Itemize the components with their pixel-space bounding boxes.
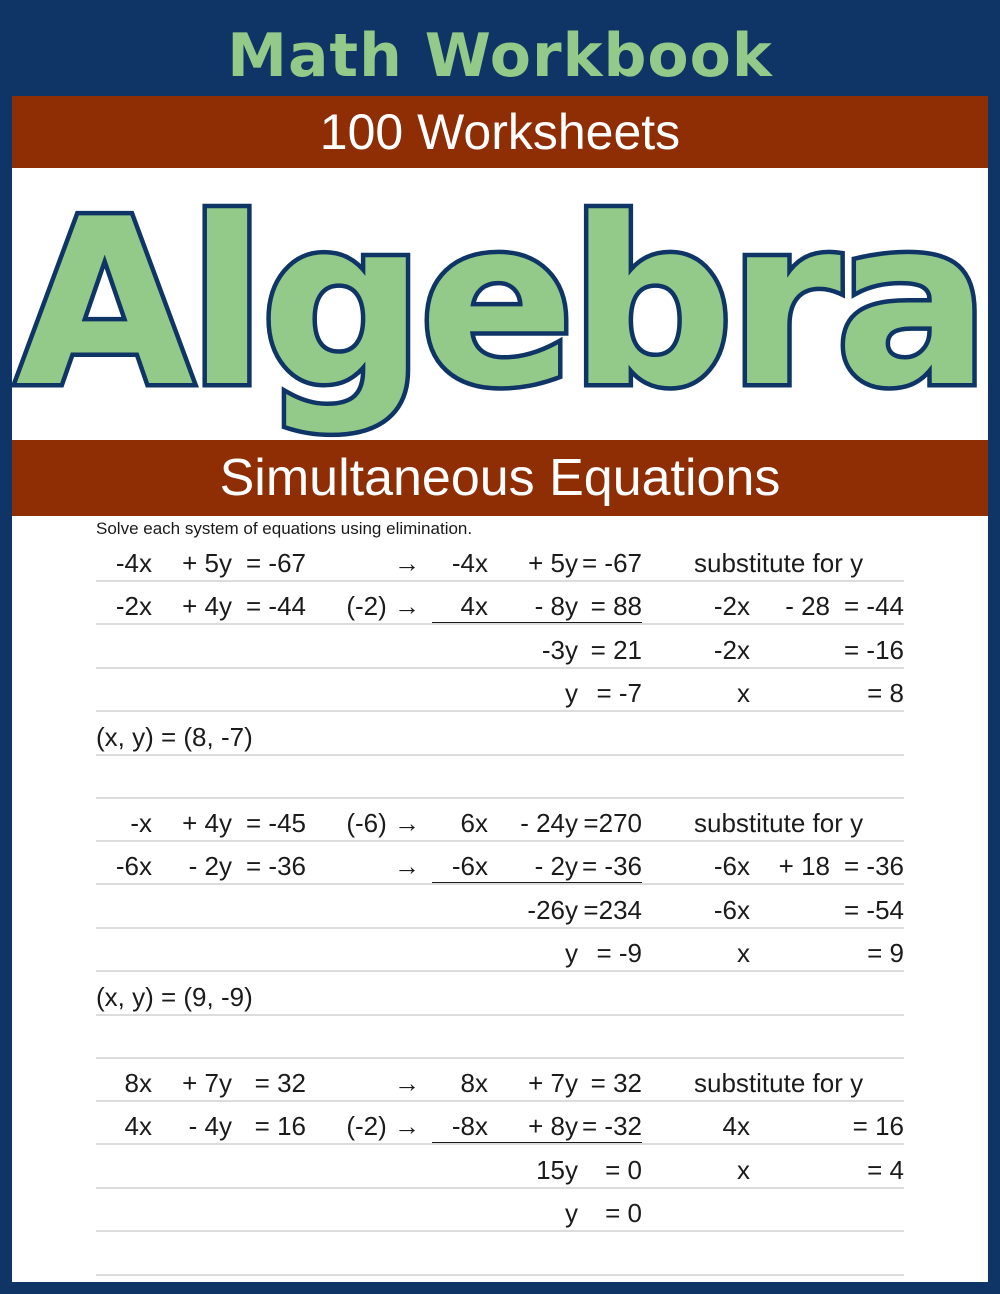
algebra-title-text: Algebra xyxy=(15,171,985,438)
answer-text: (x, y) = (9, -9) xyxy=(96,981,253,1012)
sum-y: 15y xyxy=(536,1154,578,1185)
elimination-2-rhs: = -32 xyxy=(582,1111,642,1142)
elimination-1-x: -4x xyxy=(451,548,488,578)
equation-1-x: 8x xyxy=(124,1068,152,1098)
multiplier-1: (-6) → xyxy=(346,808,420,838)
solve-y-rhs: = 0 xyxy=(605,1198,642,1229)
answer-line xyxy=(96,840,904,842)
equation-1-x: -x xyxy=(130,808,152,838)
elimination-2-rhs: = 88 xyxy=(590,591,642,622)
equation-2-y: + 4y xyxy=(182,591,232,622)
answer-line xyxy=(96,927,904,929)
answer-line xyxy=(96,797,904,799)
worksheets-banner: 100 Worksheets xyxy=(12,96,988,168)
answer-text: (x, y) = (8, -7) xyxy=(96,721,253,752)
substitution-1-term: - 28 xyxy=(785,591,830,622)
answer-line xyxy=(96,1143,904,1145)
sum-rhs: = 0 xyxy=(605,1154,642,1185)
sum-rhs: =234 xyxy=(583,894,642,925)
equation-1-y: + 4y xyxy=(182,808,232,838)
elimination-2-x: -6x xyxy=(451,851,488,882)
substitution-1-term: + 18 xyxy=(778,851,830,882)
equation-1-rhs: = -45 xyxy=(246,808,306,838)
equation-1-x: -4x xyxy=(115,548,152,578)
substitute-label: substitute for y xyxy=(694,1068,864,1098)
substitution-2-x: x xyxy=(737,1154,750,1185)
answer-line xyxy=(96,1014,904,1016)
solve-y-rhs: = -9 xyxy=(596,938,642,969)
substitution-1-rhs: = -36 xyxy=(844,851,904,882)
elimination-2-x: -8x xyxy=(451,1111,488,1142)
equation-1-y: + 5y xyxy=(182,548,232,578)
answer-line xyxy=(96,970,904,972)
elimination-1-x: 8x xyxy=(460,1068,488,1098)
solve-y-label: y xyxy=(565,678,578,709)
answer-line xyxy=(96,1230,904,1232)
equation-1-rhs: = 32 xyxy=(254,1068,306,1098)
answer-line xyxy=(96,1274,904,1276)
substitution-2-x: -2x xyxy=(713,634,750,665)
cover-page xyxy=(12,96,988,1282)
substitution-3-rhs: = 9 xyxy=(867,938,904,969)
elimination-1-rhs: =270 xyxy=(583,808,642,838)
substitution-1-x: -2x xyxy=(713,591,750,622)
substitute-label: substitute for y xyxy=(694,808,864,838)
solve-y-rhs: = -7 xyxy=(596,678,642,709)
algebra-title xyxy=(12,96,988,496)
substitution-1-rhs: = 16 xyxy=(852,1111,904,1142)
substitution-1-x: 4x xyxy=(722,1111,750,1142)
elimination-2-x: 4x xyxy=(460,591,488,622)
sum-y: -26y xyxy=(527,894,578,925)
multiplier-1: → xyxy=(394,1068,420,1098)
substitution-2-rhs: = -16 xyxy=(844,634,904,665)
answer-line xyxy=(96,710,904,712)
elimination-2-rhs: = -36 xyxy=(582,851,642,882)
answer-line xyxy=(96,754,904,756)
substitution-1-x: -6x xyxy=(713,851,750,882)
topic-banner: Simultaneous Equations xyxy=(12,440,988,516)
equation-2-y: - 2y xyxy=(188,851,232,882)
multiplier-2: (-2) → xyxy=(346,591,420,622)
elimination-1-y: + 7y xyxy=(528,1068,578,1098)
elimination-1-rhs: = 32 xyxy=(590,1068,642,1098)
equation-2-x: 4x xyxy=(124,1111,152,1142)
substitution-1-rhs: = -44 xyxy=(844,591,904,622)
solve-y-label: y xyxy=(565,1198,578,1229)
workbook-title: Math Workbook xyxy=(227,21,773,91)
elimination-2-y: - 2y xyxy=(534,851,578,882)
equation-1-y: + 7y xyxy=(182,1068,232,1098)
equation-2-rhs: = -44 xyxy=(246,591,306,622)
equation-2-rhs: = -36 xyxy=(246,851,306,882)
equation-2-x: -6x xyxy=(115,851,152,882)
answer-line xyxy=(96,883,904,885)
equation-2-x: -2x xyxy=(115,591,152,622)
elimination-1-x: 6x xyxy=(460,808,488,838)
answer-line xyxy=(96,1057,904,1059)
answer-line xyxy=(96,580,904,582)
elimination-1-y: + 5y xyxy=(528,548,578,578)
answer-line xyxy=(96,623,904,625)
equation-2-y: - 4y xyxy=(188,1111,232,1142)
sum-rhs: = 21 xyxy=(590,634,642,665)
answer-line xyxy=(96,1100,904,1102)
substitution-3-rhs: = 8 xyxy=(867,678,904,709)
equation-2-rhs: = 16 xyxy=(254,1111,306,1142)
substitute-label: substitute for y xyxy=(694,548,864,578)
substitution-2-rhs: = 4 xyxy=(867,1154,904,1185)
sum-y: -3y xyxy=(541,634,578,665)
equation-1-rhs: = -67 xyxy=(246,548,306,578)
substitution-3-x: x xyxy=(737,938,750,969)
answer-line xyxy=(96,1187,904,1189)
elimination-2-y: + 8y xyxy=(528,1111,578,1142)
solve-y-label: y xyxy=(565,938,578,969)
substitution-2-rhs: = -54 xyxy=(844,894,904,925)
answer-line xyxy=(96,667,904,669)
substitution-3-x: x xyxy=(737,678,750,709)
elimination-1-rhs: = -67 xyxy=(582,548,642,578)
instructions-text: Solve each system of equations using elimination. xyxy=(96,519,473,538)
elimination-2-y: - 8y xyxy=(534,591,578,622)
multiplier-2: → xyxy=(394,851,420,882)
elimination-1-y: - 24y xyxy=(520,808,578,838)
multiplier-1: → xyxy=(394,548,420,578)
substitution-2-x: -6x xyxy=(713,894,750,925)
multiplier-2: (-2) → xyxy=(346,1111,420,1142)
